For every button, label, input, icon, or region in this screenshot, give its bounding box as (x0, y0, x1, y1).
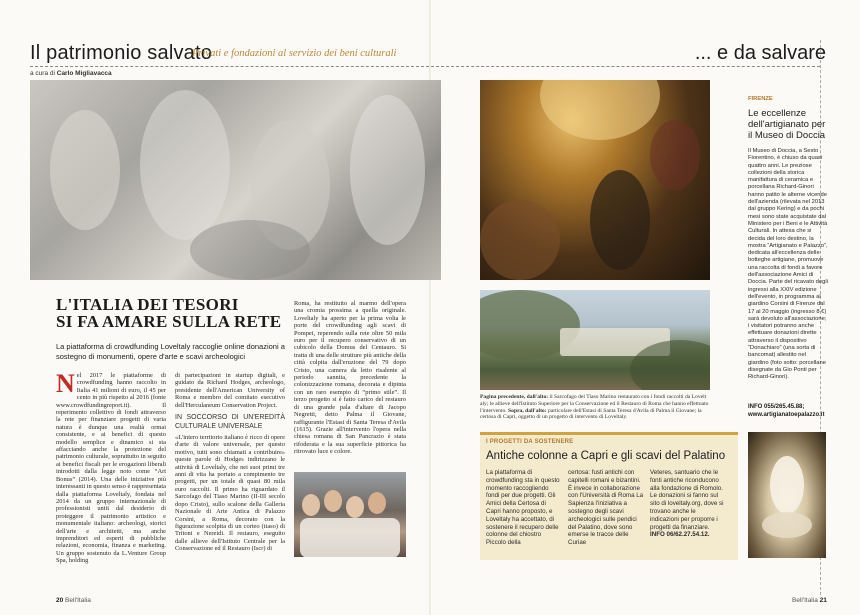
headline-line-2: SI FA AMARE SULLA RETE (56, 312, 282, 331)
article-column-2 (175, 372, 285, 584)
column-2-text: di partecipazioni in startup digitali, e guidato da Richard Hodges, archeologo, presidente dell'American University of Roma e membro del comitato esecutivo dell'Herculaneum Conservation Project. (175, 372, 285, 409)
left-magazine-name: Bell'Italia (65, 597, 91, 604)
right-magazine-name: Bell'Italia (792, 597, 818, 604)
drop-cap: N (56, 372, 75, 398)
byline-author: Carlo Migliavacca (56, 70, 112, 77)
capri-certosa-photo (480, 290, 710, 390)
photo-caption (480, 394, 712, 421)
sidebar-title: Le eccellenze dell'artigianato per il Museo di Doccia (748, 108, 826, 141)
article-column-3 (294, 300, 406, 468)
section-title-right: ... e da salvare (694, 42, 826, 64)
column-1-text: el 2017 le piattaforme di crowdfunding hanno raccolto in Italia 41 milioni di euro, il 45 per cento in più rispetto al 2016 (fonte www.crowdfundingreport.it). Il reperimento collettivo di fondi attraverso la rete per finanziare progetti di varia natura è dunque una realtà ormai consistente, e ai benefici di questo modello semplice e dinamico si sta affacciando anche la protezione del patrimonio culturale, soprattutto in seguito ai benefici fiscali per le erogazioni liberali introdotti dalla legge noto come “Art Bonus” (2014). Una delle iniziative più interessanti in questo senso è rappresentata dalla piattaforma Lovelt​aly, fondata nel 2014 da un gruppo internazionale di professionisti uniti dal desiderio di proteggere il patrimonio artistico e monumentale italiano: archeologi, storici dell'arte e architetti, ma anche imprenditori ed esperti di pubbliche relazioni, economia, finanza e marketing. Un gruppo sostenuto da L.Venture Group Spa, holding (56, 372, 166, 565)
projects-box-info: INFO 06/62.27.54.12. (650, 531, 710, 539)
ginori-porcelain-photo (748, 432, 826, 558)
byline (30, 70, 112, 77)
right-page-number: 21 (819, 597, 827, 604)
restorers-group-photo (294, 472, 406, 557)
right-page-footer (792, 597, 827, 604)
caption-lead: Pagina precedente, dall'alto: (480, 394, 549, 400)
column-2-subhead: IN SOCCORSO DI UN'EREDITÀ CULTURALE UNIVERSALE (175, 414, 285, 430)
projects-box-column-3-text: Veteres, santuario che le fonti antiche riconducono alla fondazione di Romolo. Le donazioni si fanno sul sito di lovelt​aly.org, dove si trovano anche le indicazioni per proporre i progetti da finanziare. (650, 469, 724, 531)
caption-text: il Sarcofago del Tiaso Marino restaurato con i fondi raccolti da Lovelt​aly; le allieve dell'Istituto Superiore per la Conservazione ed il Restauro di Roma che hanno effettuato l'intervento. (480, 394, 709, 414)
projects-box-column-3 (650, 469, 726, 559)
projects-box (480, 432, 738, 560)
column-2-text-2: «L'intero territorio italiano è ricco di opere d'arte di valore universale, per questo motivo, tutti sono chiamati a contribuire» queste parole di Hodges indirizzano le attività di Lovelt​aly, che nei suoi primi tre anni di vita ha portato a compimento tre progetti, per un totale di quasi 80 mila euro raccolti. Il primo ha riguardato il Sarcofago del Tiaso Marino (II-III secolo dopo Cristo), sullo scalone della Galleria Nazionale di Arte Antica di Palazzo Corsini, a Roma, decorato con la figurazione scolpita di un corteo (tiaso) di Tritoni e Nereidi. Il restauro, eseguito dalle allieve dell'Istituto Centrale per la Conservazione ed il Restauro (Iscr) di (175, 434, 285, 553)
article-column-1 (56, 372, 166, 584)
sarcophagus-relief-photo (30, 80, 441, 280)
left-page-footer (56, 597, 91, 604)
headline-line-1: L'ITALIA DEI TESORI (56, 295, 239, 314)
header-divider (30, 66, 820, 67)
santa-teresa-painting-photo (480, 80, 710, 280)
left-page-number: 20 (56, 597, 64, 604)
sidebar-info: INFO 055/265.45.88; www.artigianatoepalazzo.it (748, 404, 825, 418)
caption-lead-2: Sopra, dall'alto: (508, 407, 547, 414)
section-title: Il patrimonio salvato (30, 42, 213, 64)
sidebar-location-tag: FIRENZE (748, 96, 773, 102)
projects-box-column-1: La piattaforma di crowdfunding sta in questo momento raccogliendo fondi per due progetti. Gli Amici della Certosa di Capri hanno proposto, e Lovelt​aly ha accettato, di sostenere il recupero delle colonne del chiostro Piccolo della (486, 469, 560, 547)
article-standfirst: La piattaforma di crowdfunding Loveltaly raccoglie online donazioni a sostegno di monumenti, opere d'arte e scavi archeologici (56, 342, 285, 361)
projects-box-column-2: certosa: fusti antichi con capitelli romani e bizantini. È invece in collaborazione con l'Università di Roma La Sapienza l'iniziativa a sostegno degli scavi archeologici sulle pendici del Palatino, dove sono emerse le tracce delle Curiae (568, 469, 644, 547)
projects-box-title: Antiche colonne a Capri e gli scavi del Palatino (486, 450, 726, 462)
sidebar-body: Il Museo di Doccia, a Sesto Fiorentino, è chiuso da quasi quattro anni. Le preziose collezioni della storica manifattura di ceramica e porcellana Richard-Ginori hanno patito le alterne vicende dell'azienda (rilevata nel 2013 dal gruppo Kering) e da pochi mesi sono state acquistate dal Ministero per i Beni e le Attività Culturali. In attesa che si decida del loro destino, la mostra “Artigianato e Palazzo”, dedicata all'eccellenza delle botteghe artigiane, promuove una raccolta di fondi a favore dell'associazione Amici di Doccia. Parte del ricavato degli ingressi alla XXIV edizione dell'evento, in programma al giardino Corsini di Firenze dal 17 al 20 maggio (ingresso 8 €) sarà devoluto all'associazione; i visitatori potranno anche effettuare donazioni dirette attraverso il dispositivo “Donachiaro” (una sorta di bancomat) allestito nel giardino (foto sotto: porcellane disegnate da Gio Ponti per Richard-Ginori). (748, 148, 828, 381)
article-headline (56, 296, 286, 330)
projects-box-tag: I PROGETTI DA SOSTENERE (486, 439, 574, 445)
byline-prefix: a cura di (30, 70, 55, 77)
section-subtitle: Privati e fondazioni al servizio dei beni culturali (192, 48, 397, 59)
section-header (30, 40, 830, 66)
column-3-text: Roma, ha restituito al marmo dell'opera una cromia prossima a quella originale. Lovelt​aly ha aperto per la prima volta le porte del crowdfunding agli scavi di Pompei, reperendo sulla rete oltre 50 mila euro per il recupero conservativo di un cubicolo della Domus del Centauro. Si tratta di una delle strutture più antiche della città colpita dall'eruzione del 79 dopo Cristo, una camera da letto risalente al periodo sannita, precedente la colonizzazione romana, decorata e dipinta con un raro esempio di “primo stile”. Il terzo progetto si è fatto carico del restauro di una grande pala d'altare di Jacopo Negretti, detto Palma il Giovane, raffigurante l'Estasi di Santa Teresa d'Avila (1615). Grazie all'intervento l'opera nella chiesa romana di San Pancrazio è stata rifoderata e la sua superficie pittorica ha ritrovato luce e colore. (294, 300, 406, 456)
caption-text-2: particolare dell'Estasi di Santa Teresa d'Avila di Palma il Giovane; la certosa di Capri, oggetto di un progetto di intervento di Lovelt​aly. (480, 407, 702, 421)
